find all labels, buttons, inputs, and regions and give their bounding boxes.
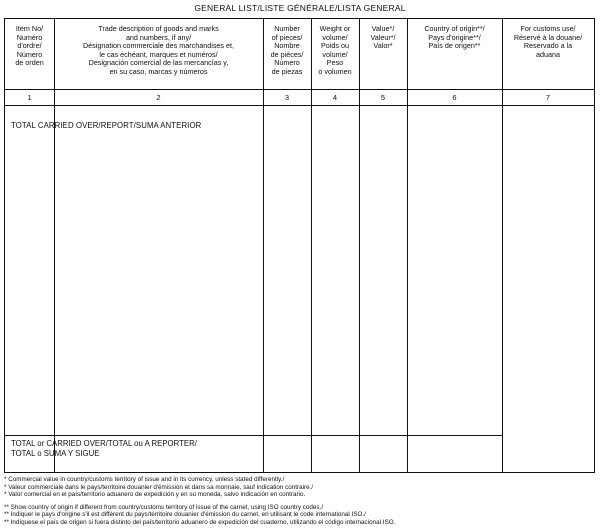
total-carried-over-label: TOTAL CARRIED OVER/REPORT/SUMA ANTERIOR [11, 121, 202, 130]
col-divider-2 [263, 19, 264, 472]
general-list-table [4, 18, 595, 473]
column-number-5: 5 [380, 93, 386, 102]
column-number-1: 1 [27, 93, 32, 102]
origin-note-es: ** Indíquese el país de origen si fuera distinto del país/territorio aduanero de expedición del cuaderno, utilizando el código internacional ISO. [4, 518, 396, 526]
column-number-3: 3 [284, 93, 290, 102]
col-divider-6 [502, 19, 503, 472]
origin-note-en: ** Show country of origin if different from country/customs territory of issue of the carnet, using ISO country codes./ [4, 503, 324, 511]
form-title: GENERAL LIST/LISTE GÉNÉRALE/LISTA GENERAL [194, 3, 406, 13]
header-item-no: Item No/ Numéro d'ordre/ Número de orden [15, 24, 44, 68]
header-country-of-origin: Country of origin**/ Pays d'origine**/ País de origen** [424, 24, 485, 51]
value-footnotes [4, 476, 596, 499]
footnotes [4, 476, 596, 532]
value-note-es: * Valor comercial en el país/territorio aduanero de expedición y en su moneda, salvo indicación en contrario. [4, 491, 306, 499]
total-or-carried-over-label: TOTAL or CARRIED OVER/TOTAL ou A REPORTER/ TOTAL o SUMA Y SIGUE [11, 439, 197, 458]
header-rule [5, 89, 594, 90]
col-divider-5 [407, 19, 408, 472]
number-row-rule [5, 105, 594, 106]
column-number-6: 6 [452, 93, 457, 102]
value-note-fr: * Valeur commerciale dans le pays/territoire douanier d'émission et dans sa monnaie, sauf indication contraire./ [4, 483, 314, 491]
header-value: Value*/ Valeur*/ Valor* [370, 24, 396, 51]
column-number-4: 4 [332, 93, 338, 102]
origin-note-fr: ** Indiquer le pays d'origine s'il est différent du pays/territoire douanier d'émission du carnet, en utilisant le code international ISO./ [4, 511, 366, 519]
origin-footnotes [4, 504, 596, 527]
total-row-rule [5, 435, 502, 436]
col-divider-4 [359, 19, 360, 472]
col-divider-3 [311, 19, 312, 472]
value-note-en: * Commercial value in country/customs territory of issue and in its currency, unless stated differently./ [4, 476, 285, 483]
col-divider-1 [54, 19, 55, 472]
column-number-2: 2 [156, 93, 161, 102]
header-customs-use: For customs use/ Réservé à la douane/ Reservado a la aduana [513, 24, 583, 59]
header-trade-description: Trade description of goods and marks and numbers, if any/ Désignation commerciale des marchandises et, le cas échéant, marques et numéros/ Designación comercial de las mercancías y, en su caso, marcas y números [82, 24, 234, 76]
header-number-of-pieces: Number of pieces/ Nombre de pièces/ Número de piezas [270, 24, 304, 76]
column-number-7: 7 [545, 93, 551, 102]
header-weight-volume: Weight or volume/ Poids ou volume/ Peso o volumen [318, 24, 352, 76]
